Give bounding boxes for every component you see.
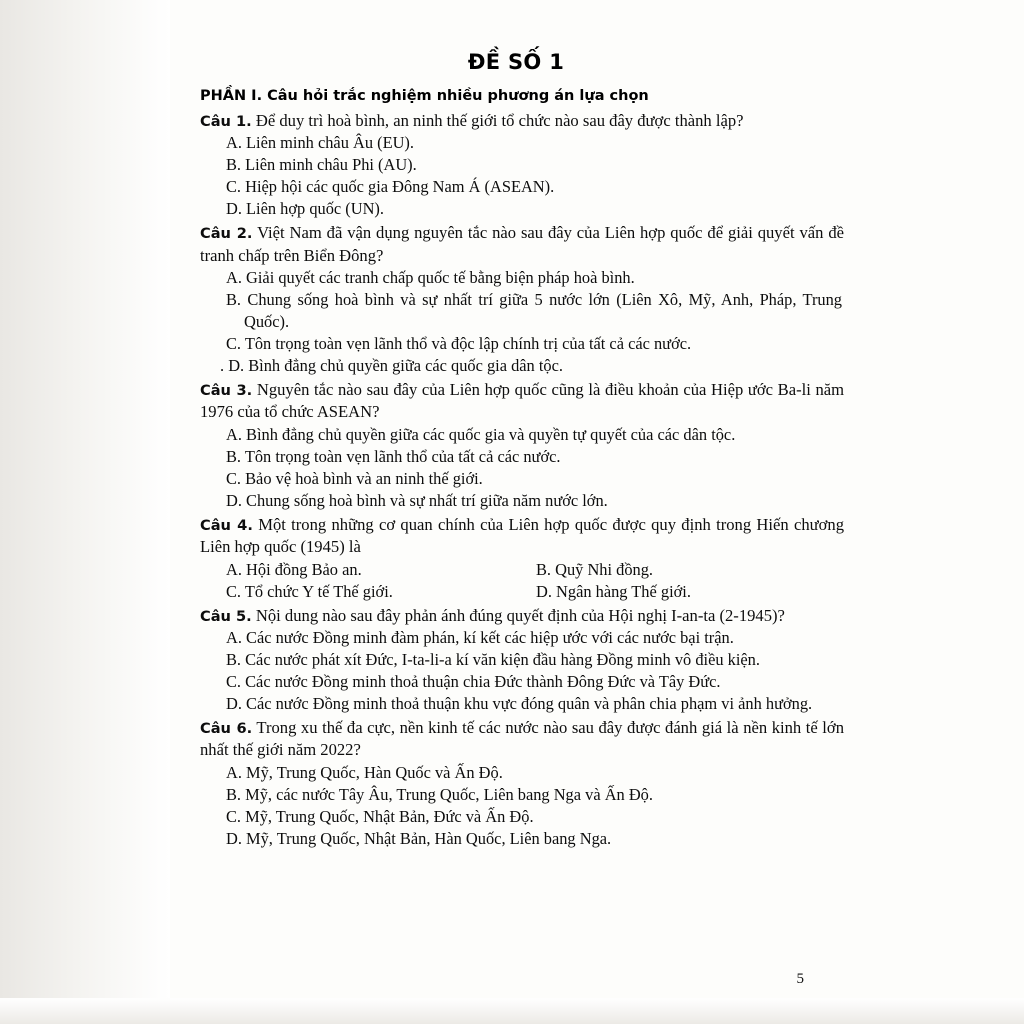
- question-block: [186, 514, 846, 603]
- question-label: Câu 2.: [200, 225, 253, 243]
- option-item: C. Tổ chức Y tế Thế giới.: [226, 581, 393, 601]
- question-block: [186, 222, 846, 377]
- option-list: [186, 267, 846, 377]
- question-stem: [200, 110, 846, 132]
- option-item: B. Mỹ, các nước Tây Âu, Trung Quốc, Liên bang Nga và Ấn Độ.: [226, 784, 653, 804]
- question-stem: [200, 605, 846, 627]
- option-item: C. Bảo vệ hoà bình và an ninh thế giới.: [226, 468, 483, 488]
- option-list: [186, 627, 846, 715]
- question-label: Câu 5.: [200, 607, 252, 625]
- question-text: Trong xu thế đa cực, nền kinh tế các nước nào sau đây được đánh giá là nền kinh tế lớn nhất thế giới năm 2022?: [200, 717, 844, 760]
- option-item: B. Chung sống hoà bình và sự nhất trí giữa 5 nước lớn (Liên Xô, Mỹ, Anh, Pháp, Trung Quốc).: [226, 290, 842, 332]
- option-item: C. Các nước Đồng minh thoả thuận chia Đức thành Đông Đức và Tây Đức.: [226, 671, 721, 691]
- option-item: B. Tôn trọng toàn vẹn lãnh thổ của tất cả các nước.: [226, 446, 561, 466]
- question-label: Câu 1.: [200, 113, 252, 130]
- option-item: D. Chung sống hoà bình và sự nhất trí giữa năm nước lớn.: [226, 490, 608, 510]
- option-list: [186, 424, 846, 512]
- question-text: Nội dung nào sau đây phản ánh đúng quyết định của Hội nghị I-an-ta (2-1945)?: [255, 605, 785, 625]
- option-item: A. Các nước Đồng minh đàm phán, kí kết các hiệp ước với các nước bại trận.: [226, 627, 734, 647]
- question-text: Nguyên tắc nào sau đây của Liên hợp quốc cũng là điều khoản của Hiệp ước Ba-li năm 1976 của tổ chức ASEAN?: [200, 380, 845, 422]
- option-list: [186, 762, 846, 850]
- option-list: [226, 559, 846, 603]
- option-item: C. Hiệp hội các quốc gia Đông Nam Á (ASEAN).: [226, 177, 555, 197]
- question-label: Câu 3.: [200, 382, 253, 400]
- question-label: Câu 4.: [200, 516, 253, 534]
- option-item: D. Mỹ, Trung Quốc, Nhật Bản, Hàn Quốc, Liên bang Nga.: [226, 828, 612, 848]
- question-text: Để duy trì hoà bình, an ninh thế giới tổ chức nào sau đây được thành lập?: [255, 111, 744, 130]
- section-heading-part-1: PHẦN I. Câu hỏi trắc nghiệm nhiều phương án lựa chọn: [200, 88, 649, 104]
- question-block: [186, 110, 846, 220]
- option-item: A. Giải quyết các tranh chấp quốc tế bằng biện pháp hoà bình.: [226, 268, 635, 288]
- option-list: [186, 132, 846, 220]
- question-stem: [200, 222, 846, 267]
- option-item: A. Liên minh châu Âu (EU).: [226, 133, 414, 153]
- question-block: [186, 379, 846, 512]
- option-item: D. Liên hợp quốc (UN).: [226, 199, 384, 219]
- page-left-edge-shadow: [0, 0, 170, 1024]
- question-stem: [200, 514, 846, 559]
- question-label: Câu 6.: [200, 719, 253, 737]
- option-item: A. Mỹ, Trung Quốc, Hàn Quốc và Ấn Độ.: [226, 762, 503, 782]
- option-item: D. Ngân hàng Thế giới.: [536, 581, 691, 601]
- question-block: [186, 605, 846, 715]
- option-item: B. Liên minh châu Phi (AU).: [226, 155, 417, 175]
- option-item: A. Hội đồng Bảo an.: [226, 559, 362, 579]
- page-number: 5: [796, 971, 804, 987]
- question-text: Một trong những cơ quan chính của Liên hợp quốc được quy định trong Hiến chương Liên hợp quốc (1945) là: [200, 514, 845, 557]
- question-text: Việt Nam đã vận dụng nguyên tắc nào sau đây của Liên hợp quốc để giải quyết vấn đề tranh chấp trên Biển Đông?: [200, 223, 844, 265]
- question-block: [186, 717, 846, 850]
- question-stem: [200, 379, 846, 424]
- option-item: C. Tôn trọng toàn vẹn lãnh thổ và độc lập chính trị của tất cả các nước.: [226, 334, 692, 354]
- option-item: A. Bình đẳng chủ quyền giữa các quốc gia và quyền tự quyết của các dân tộc.: [226, 424, 736, 444]
- option-item: B. Quỹ Nhi đồng.: [536, 559, 654, 579]
- page-content: [186, 0, 846, 1024]
- option-item: C. Mỹ, Trung Quốc, Nhật Bản, Đức và Ấn Độ.: [226, 806, 534, 826]
- option-item: . D. Bình đẳng chủ quyền giữa các quốc gia dân tộc.: [220, 356, 563, 376]
- question-stem: [200, 717, 846, 762]
- option-item: B. Các nước phát xít Đức, I-ta-li-a kí văn kiện đầu hàng Đồng minh vô điều kiện.: [226, 649, 760, 669]
- page-title: ĐỀ SỐ 1: [467, 50, 565, 74]
- option-item: D. Các nước Đồng minh thoả thuận khu vực đóng quân và phân chia phạm vi ảnh hưởng.: [226, 693, 813, 713]
